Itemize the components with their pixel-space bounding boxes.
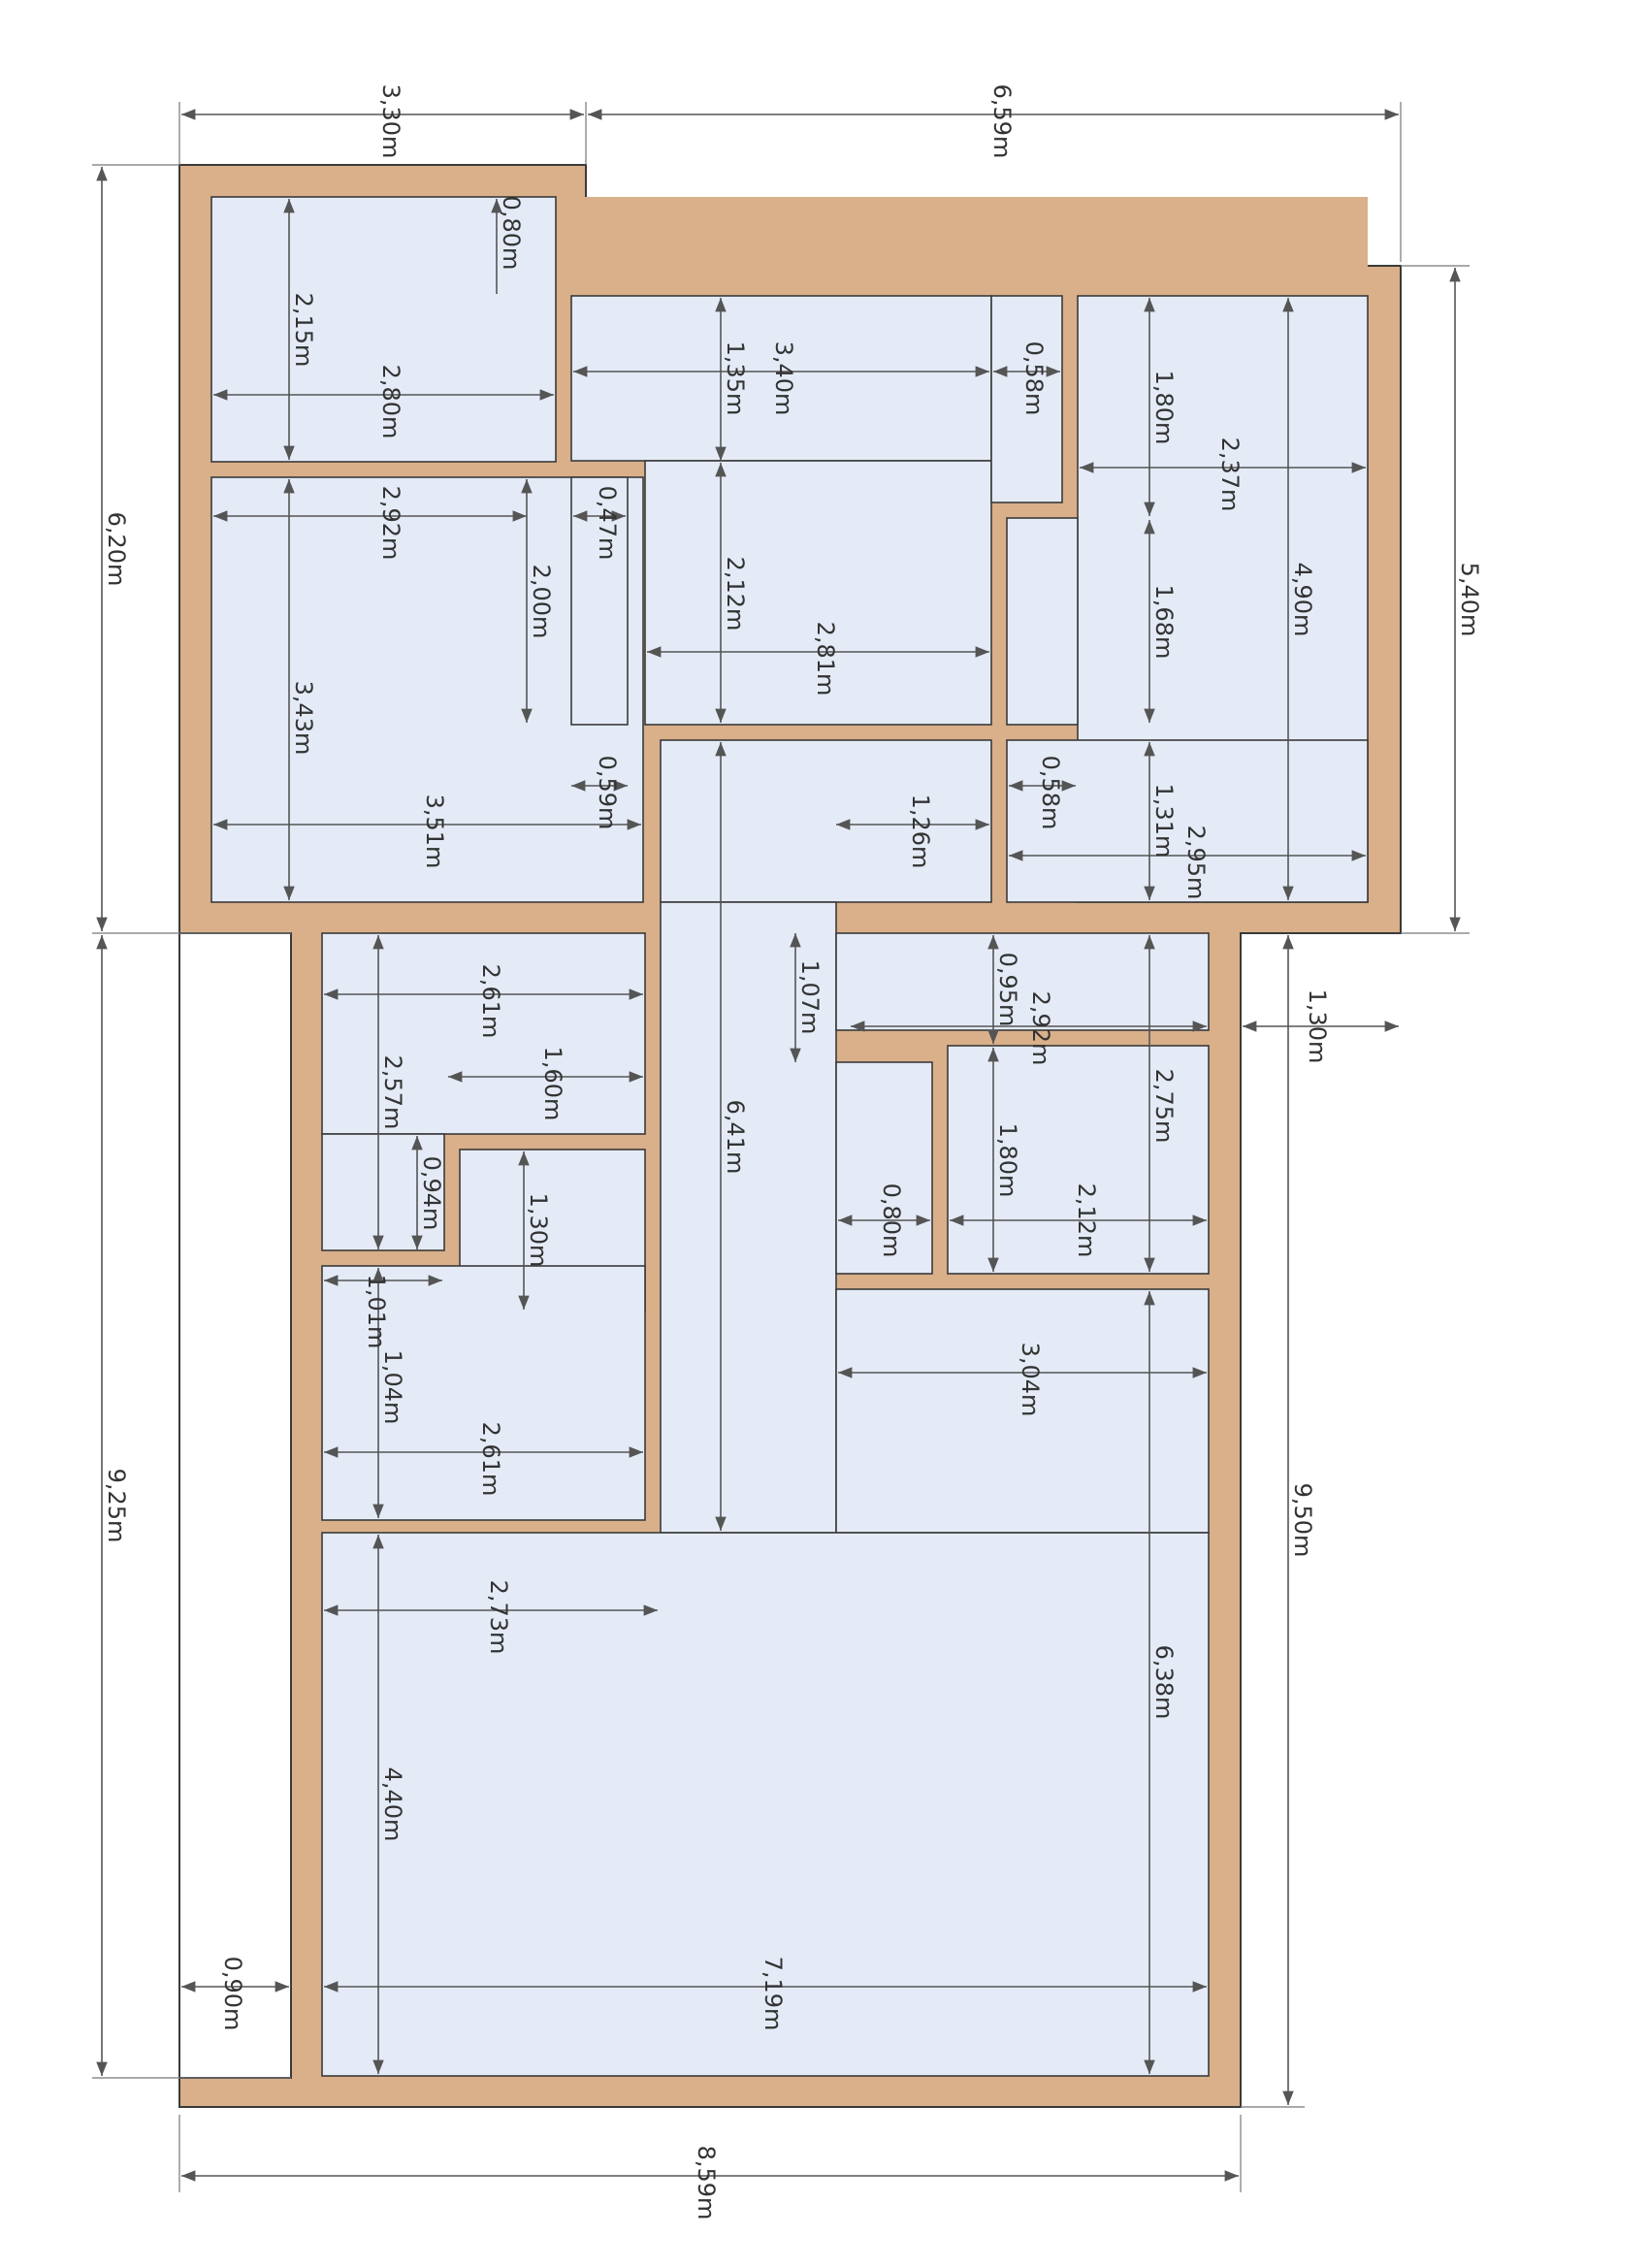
dim-label: 0,80m (878, 1183, 905, 1258)
room-right-mid (1007, 518, 1078, 725)
dim-label: 0,95m (994, 952, 1021, 1027)
dim-label: 2,12m (722, 556, 749, 632)
dim-label: 2,80m (377, 364, 404, 439)
dim-label: 0,59m (594, 755, 621, 830)
dim-label: 2,61m (477, 963, 504, 1039)
dim-label: 0,80m (498, 195, 525, 271)
dim-label: 1,26m (907, 794, 934, 869)
dim-label: 4,90m (1289, 562, 1316, 637)
dim-label: 1,31m (1150, 783, 1178, 859)
dim-label: 2,92m (1027, 990, 1054, 1066)
dim-label: 2,57m (379, 1054, 406, 1130)
dim-label: 2,37m (1216, 437, 1244, 512)
dim-label: 3,51m (421, 794, 448, 869)
dim-label: 9,25m (103, 1468, 130, 1543)
dim-label: 6,41m (722, 1099, 749, 1175)
dim-label: 9,50m (1289, 1482, 1316, 1558)
dim-label: 5,40m (1456, 562, 1483, 637)
dim-label: 6,38m (1150, 1644, 1178, 1720)
dim-label: 0,94m (418, 1155, 445, 1231)
dim-label: 2,00m (528, 564, 555, 639)
dim-label: 1,01m (363, 1274, 390, 1349)
dim-label: 2,92m (377, 485, 404, 561)
room-kitchen-left (836, 933, 1209, 1030)
dim-label: 0,58m (1037, 755, 1064, 830)
dim-label: 1,35m (722, 340, 749, 416)
dim-label: 2,95m (1182, 825, 1210, 900)
dim-label: 1,04m (379, 1349, 406, 1425)
dim-label: 6,20m (103, 511, 130, 587)
dim-label: 1,80m (1150, 370, 1178, 445)
dim-label: 1,30m (525, 1192, 552, 1268)
dim-label: 2,73m (485, 1579, 512, 1655)
dim-label: 7,19m (760, 1956, 787, 2031)
dim-label: 1,30m (1304, 988, 1331, 1064)
dim-label: 2,75m (1150, 1068, 1178, 1144)
dim-label: 1,68m (1150, 584, 1178, 660)
bottom-left-notch (179, 933, 291, 2078)
dim-label: 0,58m (1020, 340, 1048, 416)
dim-label: 2,61m (477, 1421, 504, 1497)
dim-label: 3,43m (290, 680, 317, 756)
dim-label: 6,59m (988, 83, 1016, 159)
hallway (661, 740, 991, 902)
dim-label: 2,15m (290, 292, 317, 368)
dim-label: 1,80m (994, 1122, 1021, 1198)
dim-label: 3,04m (1017, 1342, 1044, 1417)
dim-label: 1,60m (539, 1046, 566, 1121)
dim-label: 4,40m (379, 1766, 406, 1842)
dim-label: 2,12m (1073, 1183, 1100, 1258)
dim-label: 2,81m (812, 621, 839, 697)
dim-label: 0,90m (219, 1956, 246, 2031)
dim-label: 3,30m (377, 83, 404, 159)
dim-label: 8,59m (693, 2145, 720, 2220)
dim-label: 1,07m (796, 959, 824, 1035)
dim-label: 0,47m (594, 485, 621, 561)
dim-label: 3,40m (770, 340, 797, 416)
